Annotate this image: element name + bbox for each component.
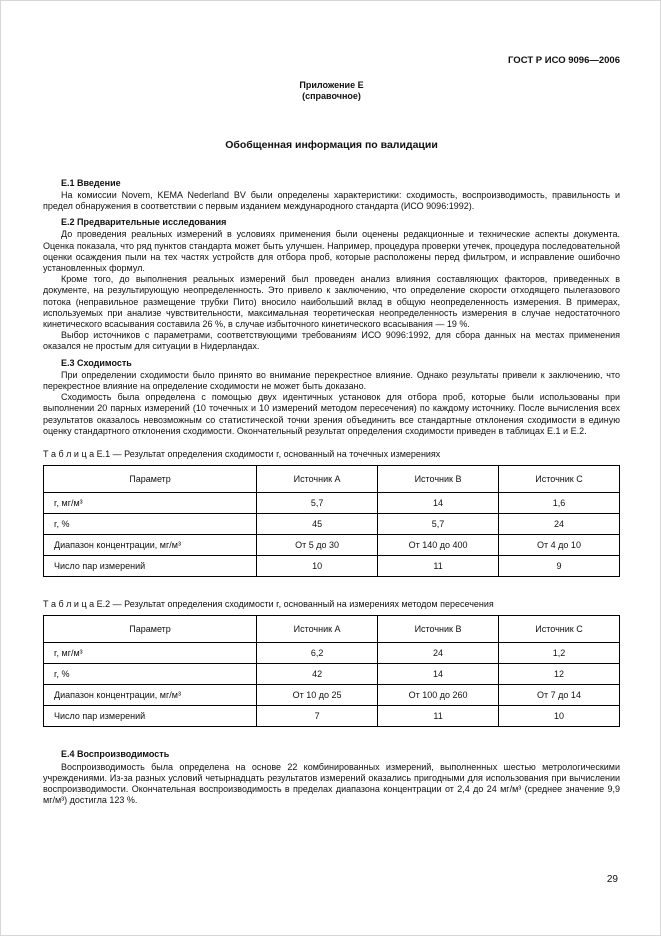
table-cell: 1,2 (499, 643, 620, 664)
table-cell: 14 (378, 664, 499, 685)
section-e3-paragraph-1: При определении сходимости было принято во внимание перекрестное влияние. Однако результаты привели к заключению, что перекрестное влияние на определение сходимости не может быть доказано. (43, 369, 620, 392)
table-header-cell: Источник С (499, 466, 620, 493)
section-e1-paragraph-1: На комиссии Novem, KEMA Nederland BV были определены характеристики: сходимость, воспроизводимость, правильность и предел обнаружения в соответствии с первым изданием международного стандарта (ИСО 9096:1992). (43, 189, 620, 212)
table-header-cell: Параметр (44, 466, 257, 493)
table-cell: 7 (257, 706, 378, 727)
table-cell: 11 (378, 556, 499, 577)
table-header-cell: Источник В (378, 616, 499, 643)
table-cell: 1,6 (499, 493, 620, 514)
table-row (44, 685, 620, 706)
table-param-cell: Число пар измерений (44, 556, 257, 577)
table-row (44, 643, 620, 664)
section-e2-paragraph-3: Выбор источников с параметрами, соответствующими требованиям ИСО 9096:1992, для сбора данных на местах применения оказался не простым для ситуации в Нидерландах. (43, 330, 620, 352)
table-cell: 12 (499, 664, 620, 685)
section-e2-paragraph-2: Кроме того, до выполнения реальных измерений был проведен анализ влияния составляющих факторов, приведенных в документе, на результирующую неопределенность. Это привело к заключению, что определение скорости отходящего пылегазового потока (неправильное размещение трубки Пито) вносило наибольший вклад в общую неопределенность измерения. В примерах, используемых при анализе чувствительности, максимальная теоретическая неопределенность измерения в случае недостаточного кинетического всасывания составила 26 %, в случае избыточного кинетического всасывания — 19 %. (43, 274, 620, 330)
table-param-cell: r, мг/м³ (44, 493, 257, 514)
table-param-cell: Число пар измерений (44, 706, 257, 727)
table-row (44, 706, 620, 727)
table-header-cell: Источник С (499, 616, 620, 643)
table-row (44, 664, 620, 685)
table-header-cell: Источник В (378, 466, 499, 493)
section-e1-heading: Е.1 Введение (61, 177, 121, 188)
table-row (44, 535, 620, 556)
section-e4-heading: Е.4 Воспроизводимость (61, 749, 170, 760)
table-cell: 45 (257, 514, 378, 535)
table-cell: От 140 до 400 (378, 535, 499, 556)
table-param-cell: r, % (44, 664, 257, 685)
table-param-cell: r, % (44, 514, 257, 535)
table-e1-caption: Т а б л и ц а Е.1 — Результат определения сходимости r, основанный на точечных измерениях (43, 449, 441, 460)
table-cell: От 100 до 260 (378, 685, 499, 706)
annex-title: Приложение Е (299, 80, 364, 91)
table-header-cell: Параметр (44, 616, 257, 643)
table-row (44, 556, 620, 577)
annex-subtitle: (справочное) (302, 91, 361, 102)
table-cell: 42 (257, 664, 378, 685)
table-e2-caption: Т а б л и ц а Е.2 — Результат определения сходимости r, основанный на измерениях методом пересечения (43, 599, 494, 610)
table-cell: 5,7 (257, 493, 378, 514)
table-cell: 9 (499, 556, 620, 577)
table-cell: От 7 до 14 (499, 685, 620, 706)
table-cell: 24 (499, 514, 620, 535)
table-cell: 10 (257, 556, 378, 577)
table-cell: От 4 до 10 (499, 535, 620, 556)
page-title: Обобщенная информация по валидации (225, 138, 438, 151)
table-cell: От 10 до 25 (257, 685, 378, 706)
table-header-cell: Источник А (257, 466, 378, 493)
table-cell: 6,2 (257, 643, 378, 664)
table-cell: От 5 до 30 (257, 535, 378, 556)
table-cell: 11 (378, 706, 499, 727)
table-cell: 10 (499, 706, 620, 727)
section-e3-paragraph-2: Сходимость была определена с помощью двух идентичных установок для отбора проб, которые были использованы при выполнении 20 парных измерений (10 точечных и 10 измерений методом пересечения) по каждому источнику. После вычисления всех результатов оказалось невозможным со статистической точки зрения объединить все стандартные отклонения сходимости в единую оценку стандартного отклонения сходимости. Окончательный результат определения сходимости приведен в таблицах Е.1 и Е.2. (43, 392, 620, 436)
table-param-cell: Диапазон концентрации, мг/м³ (44, 685, 257, 706)
table-param-cell: r, мг/м³ (44, 643, 257, 664)
table-cell: 24 (378, 643, 499, 664)
table-cell: 5,7 (378, 514, 499, 535)
section-e2-paragraph-1: До проведения реальных измерений в условиях применения были оценены редакционные и технические аспекты документа. Оценка показала, что ряд пунктов стандарта может быть улучшен. Например, процедура проверки утечек, процедура последовательной оценки осаждения пыли на тех частях устройств для отбора проб, которые расположены перед фильтром, и исправление ошибочно установленных формул. (43, 229, 620, 274)
table-param-cell: Диапазон концентрации, мг/м³ (44, 535, 257, 556)
table-e2 (43, 615, 620, 727)
standard-designation: ГОСТ Р ИСО 9096—2006 (508, 55, 620, 66)
table-e1 (43, 465, 620, 577)
table-e1-header-row (44, 466, 620, 493)
table-row (44, 493, 620, 514)
document-header (43, 55, 620, 66)
section-e4-paragraph-1: Воспроизводимость была определена на основе 22 комбинированных измерений, выполненных шестью метрологическими учреждениями. Из-за разных условий четырнадцать результатов измерений оказались пригодными для использования при вычислении воспроизводимости. Окончательная воспроизводимость в пределах диапазона концентрации от 2,4 до 24 мг/м³ (среднее значение 9,9 мг/м³) достигла 123 %. (43, 761, 620, 806)
table-cell: 14 (378, 493, 499, 514)
section-e2-heading: Е.2 Предварительные исследования (61, 217, 227, 228)
table-header-cell: Источник А (257, 616, 378, 643)
table-row (44, 514, 620, 535)
page-number: 29 (606, 873, 618, 885)
table-e2-header-row (44, 616, 620, 643)
section-e3-heading: Е.3 Сходимость (61, 357, 132, 368)
